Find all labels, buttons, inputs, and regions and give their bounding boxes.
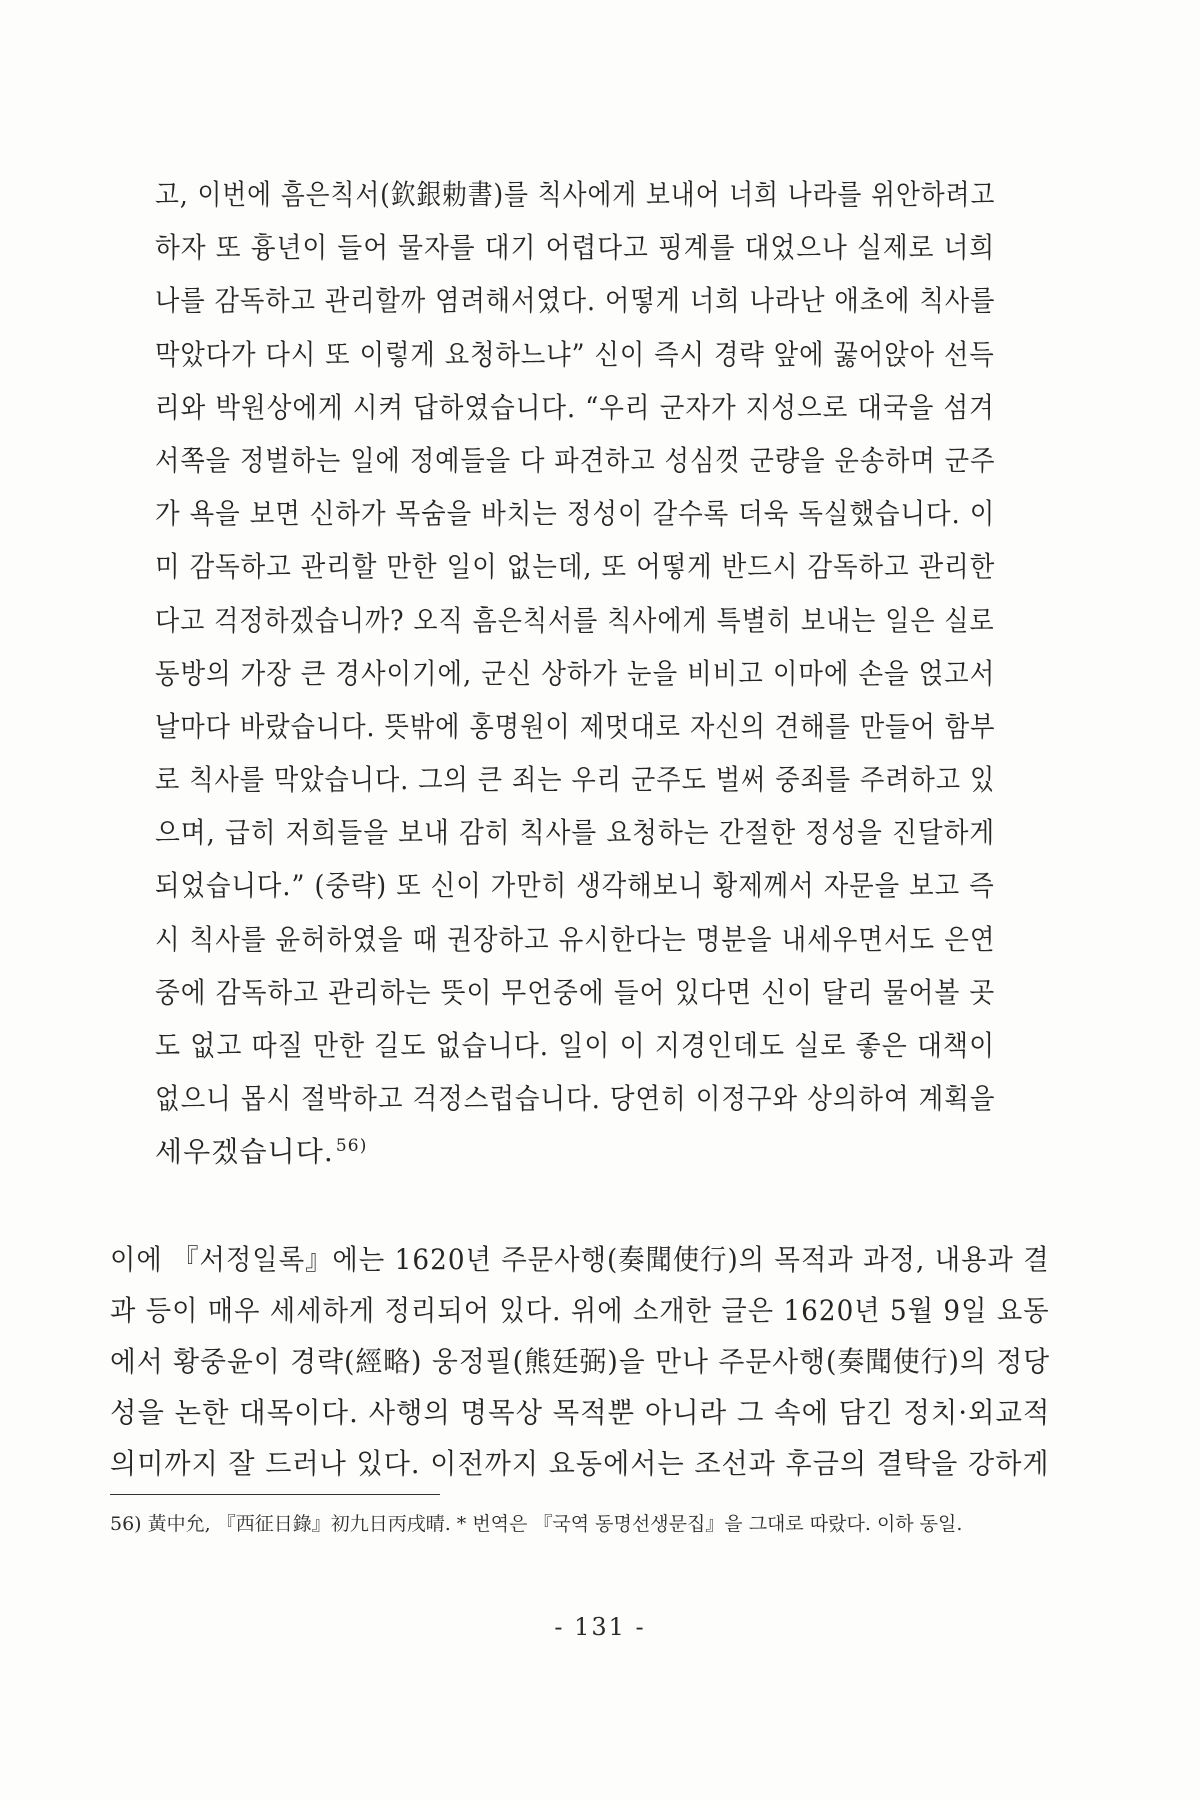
body-line: 과 등이 매우 세세하게 정리되어 있다. 위에 소개한 글은 1620년 5월 9일 요동 — [110, 1294, 1050, 1327]
quote-last-line-text: 세우겠습니다. — [155, 1135, 334, 1169]
footnote-reference[interactable]: 56) — [335, 1136, 368, 1157]
quote-line: 나를 감독하고 관리할까 염려해서였다. 어떻게 너희 나라난 애초에 칙사를 — [155, 284, 996, 318]
quote-line: 고, 이번에 흠은칙서(欽銀勅書)를 칙사에게 보내어 너희 나라를 위안하려고 — [155, 178, 996, 211]
quote-line: 도 없고 따질 만한 길도 없습니다. 일이 이 지경인데도 실로 좋은 대책이 — [155, 1029, 996, 1062]
body-line: 에서 황중윤이 경략(經略) 웅정필(熊廷弼)을 만나 주문사행(奏聞使行)의 정당 — [110, 1345, 1051, 1378]
quote-line: 하자 또 흉년이 들어 물자를 대기 어렵다고 핑계를 대었으나 실제로 너희 — [155, 231, 996, 265]
quote-line: 중에 감독하고 관리하는 뜻이 무언중에 들어 있다면 신이 달리 물어볼 곳 — [155, 975, 996, 1009]
quote-line: 으며, 급히 저희들을 보내 감히 칙사를 요청하는 간절한 정성을 진달하게 — [155, 816, 996, 850]
quote-line: 막았다가 다시 또 이렇게 요청하느냐” 신이 즉시 경략 앞에 꿇어앉아 선득 — [155, 337, 995, 371]
block-quote — [155, 168, 995, 1179]
quote-line: 시 칙사를 윤허하였을 때 권장하고 유시한다는 명분을 내세우면서도 은연 — [155, 922, 996, 956]
quote-line: 리와 박원상에게 시켜 답하였습니다. “우리 군자가 지성으로 대국을 섬겨 — [155, 390, 995, 424]
footnote-divider — [110, 1494, 440, 1495]
page-number: - 131 - — [554, 1613, 646, 1641]
quote-line: 서쪽을 정벌하는 일에 정예들을 다 파견하고 성심껏 군량을 운송하며 군주 — [155, 443, 996, 477]
body-line: 성을 논한 대목이다. 사행의 명목상 목적뿐 아니라 그 속에 담긴 정치·외교적 — [110, 1396, 1051, 1429]
quote-line: 로 칙사를 막았습니다. 그의 큰 죄는 우리 군주도 벌써 중죄를 주려하고 있 — [155, 763, 996, 797]
quote-line: 동방의 가장 큰 경사이기에, 군신 상하가 눈을 비비고 이마에 손을 얹고서 — [155, 656, 996, 690]
quote-last-line — [155, 1125, 995, 1178]
body-paragraph — [110, 1234, 1050, 1489]
quote-line: 다고 걱정하겠습니까? 오직 흠은칙서를 칙사에게 특별히 보내는 일은 실로 — [155, 603, 995, 637]
quote-line: 날마다 바랐습니다. 뜻밖에 홍명원이 제멋대로 자신의 견해를 만들어 함부 — [155, 709, 996, 743]
quote-line: 되었습니다.” (중략) 또 신이 가만히 생각해보니 황제께서 자문을 보고 즉 — [155, 869, 995, 903]
body-line: 이에 『서정일록』에는 1620년 주문사행(奏聞使行)의 목적과 과정, 내용과 결 — [110, 1243, 1050, 1276]
footnote: 56) 黃中允, 『西征日錄』初九日丙戌晴. * 번역은 『국역 동명선생문집』을 그대로 따랐다. 이하 동일. — [110, 1513, 963, 1535]
quote-line: 없으니 몹시 절박하고 걱정스럽습니다. 당연히 이정구와 상의하여 계획을 — [155, 1082, 996, 1116]
body-line: 의미까지 잘 드러나 있다. 이전까지 요동에서는 조선과 후금의 결탁을 강하게 — [110, 1447, 1050, 1480]
quote-line: 가 욕을 보면 신하가 목숨을 바치는 정성이 갈수록 더욱 독실했습니다. 이 — [155, 497, 996, 531]
quote-line: 미 감독하고 관리할 만한 일이 없는데, 또 어떻게 반드시 감독하고 관리한 — [155, 550, 996, 584]
